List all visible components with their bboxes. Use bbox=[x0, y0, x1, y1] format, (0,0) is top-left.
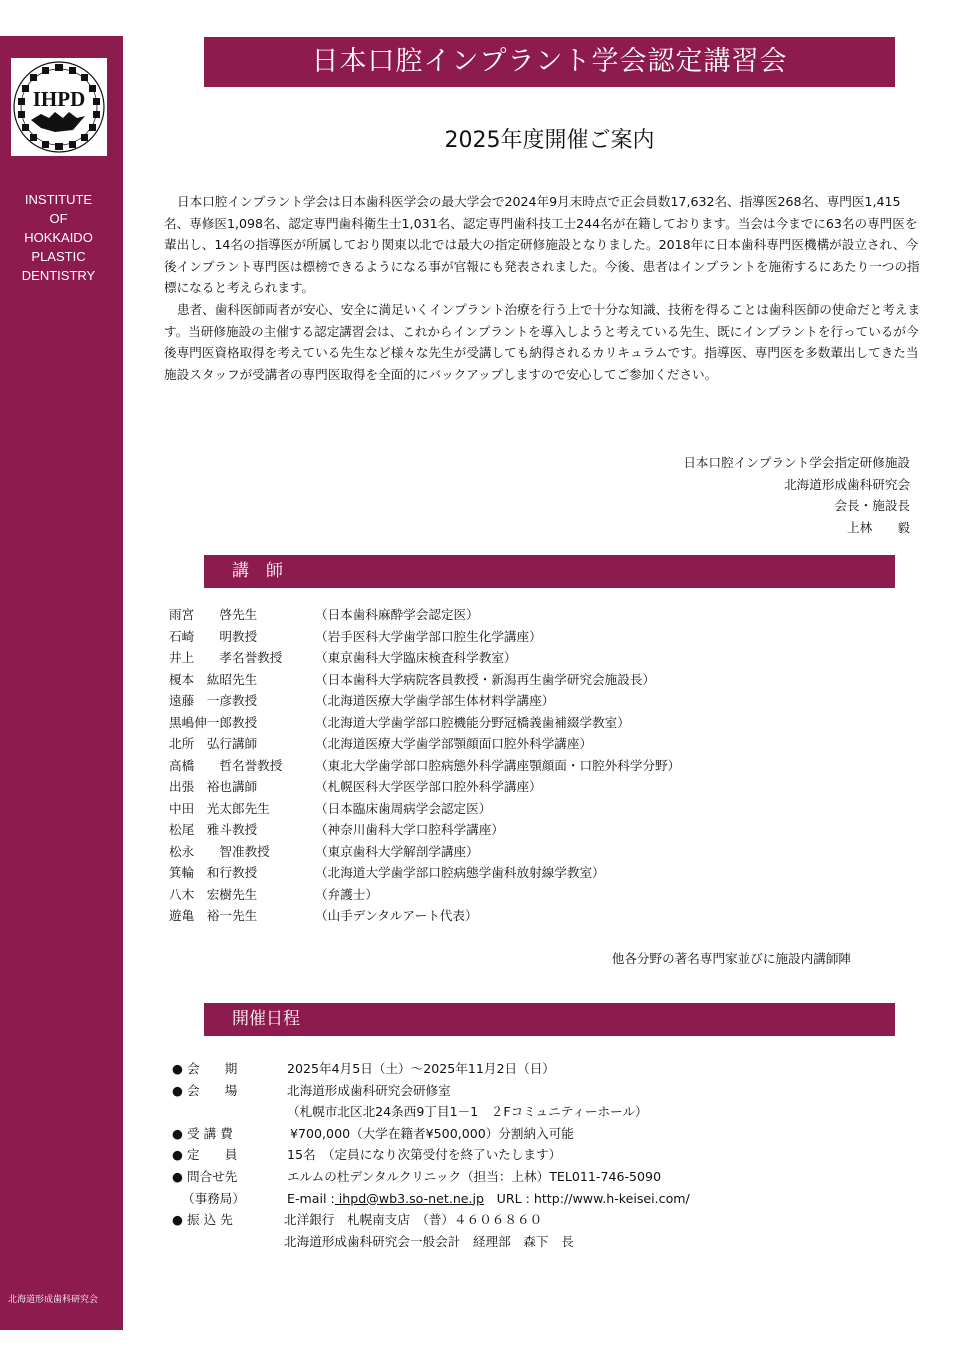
lecturer-affiliation: （北海道医療大学歯学部生体材料学講座） bbox=[315, 693, 555, 708]
lecturer-list bbox=[169, 604, 680, 927]
lecturer-name: 井上 孝名誉教授 bbox=[169, 650, 283, 665]
list-item bbox=[169, 905, 680, 927]
period-value: 2025年4月5日（土）～2025年11月2日（日） bbox=[287, 1061, 555, 1076]
lecturer-affiliation: （岩手医科大学歯学部口腔生化学講座） bbox=[315, 628, 542, 644]
lecturer-affiliation: （札幌医科大学医学部口腔外科学講座） bbox=[315, 779, 542, 794]
svg-text:IHPD: IHPD bbox=[32, 87, 86, 111]
sidebar bbox=[0, 36, 123, 1330]
venue-label: ● 会 場 bbox=[172, 1082, 238, 1098]
venue-address: （札幌市北区北24条西9丁目1－1 ２Fコミュニティーホール） bbox=[287, 1104, 648, 1120]
signature-line: 日本口腔インプラント学会指定研修施設 bbox=[683, 455, 910, 470]
intro-paragraph: 日本口腔インプラント学会は日本歯科医学会の最大学会で2024年9月末時点で正会員数17,632名、指導医268名、専門医1,415名、専修医1,098名、認定専門歯科衛生士1,031名、認定専門歯科技工士244名が在籍しております。当会は今までに63名の専門医を輩出し、14名の指導医が所属しており関東以北では最大の指定研修施設となりました。2018年に日本歯科専門医機構が設立され、今後インプラント専門医は標榜できるようになる事が官報にも発表されました。今後、患者はインプラントを施術するにあたり一つの指標になると考えられます。 bbox=[164, 194, 920, 296]
signature-line: 北海道形成歯科研究会 bbox=[784, 476, 910, 492]
page-subtitle: 2025年度開催ご案内 bbox=[444, 128, 655, 153]
institute-line: PLASTIC bbox=[31, 249, 86, 264]
signature-line: 上林 毅 bbox=[847, 519, 910, 535]
lecturer-name: 石崎 明教授 bbox=[169, 628, 258, 644]
transfer-label: ● 振 込 先 bbox=[172, 1212, 233, 1228]
lecturer-affiliation: （東北大学歯学部口腔病態外科学講座顎顔面・口腔外科学分野） bbox=[315, 757, 681, 773]
sidebar-footer: 北海道形成歯科研究会 bbox=[8, 1295, 99, 1305]
ihpd-logo bbox=[11, 58, 107, 156]
lecturer-affiliation: （北海道大学歯学部口腔病態学歯科放射線学教室） bbox=[315, 865, 605, 880]
venue-value: 北海道形成歯科研究会研修室 bbox=[287, 1082, 451, 1098]
list-item bbox=[169, 733, 680, 755]
office-value bbox=[287, 1188, 690, 1210]
lecturer-affiliation: （日本歯科麻酔学会認定医） bbox=[315, 607, 479, 622]
lecturer-name: 遠藤 一彦教授 bbox=[169, 693, 258, 708]
capacity-value: 15名 （定員になり次第受付を終了いたします） bbox=[287, 1147, 562, 1163]
bullet-icon: ● bbox=[172, 1147, 183, 1163]
institute-line: OF bbox=[49, 211, 68, 226]
list-item bbox=[169, 712, 680, 734]
lecturer-affiliation: （北海道大学歯学部口腔機能分野冠橋義歯補綴学教室） bbox=[315, 714, 630, 730]
intro-paragraph: 患者、歯科医師両者が安心、安全に満足いくインプラント治療を行う上で十分な知識、技術を得ることは歯科医師の使命だと考えます。当研修施設の主催する認定講習会は、これからインプラントを導入しようと考えている先生、既にインプラントを行っているが今後専門医資格取得を考えている先生など様々な先生が受講しても納得されるカリキュラムです。指導医、専門医を多数輩出してきた当施設スタッフが受講者の専門医取得を全面的にバックアップしますので安心してご参加ください。 bbox=[164, 301, 921, 382]
bullet-icon: ● bbox=[172, 1082, 183, 1098]
schedule-heading: 開催日程 bbox=[204, 1003, 895, 1036]
list-item bbox=[169, 841, 680, 863]
signature-block bbox=[683, 452, 910, 538]
list-item bbox=[169, 647, 680, 669]
transfer-value: 北洋銀行 札幌南支店 （普）４６０６８６０ bbox=[284, 1212, 543, 1228]
lecturer-affiliation: （山手デンタルアート代表） bbox=[315, 908, 478, 923]
fee-label: ● 受 講 費 bbox=[172, 1125, 233, 1141]
bullet-icon: ● bbox=[172, 1168, 183, 1184]
other-lecturers-note: 他各分野の著名専門家並びに施設内講師陣 bbox=[611, 951, 851, 966]
list-item bbox=[169, 776, 680, 798]
url-link[interactable]: URL : http://www.h-keisei.com/ bbox=[496, 1190, 690, 1206]
bullet-icon: ● bbox=[172, 1125, 183, 1141]
list-item bbox=[169, 604, 680, 626]
bullet-icon: ● bbox=[172, 1212, 183, 1228]
list-item bbox=[169, 884, 680, 906]
intro-text bbox=[164, 191, 924, 385]
email-link[interactable]: ihpd@wb3.so-net.ne.jp bbox=[334, 1190, 485, 1206]
institute-name bbox=[0, 190, 117, 285]
contact-value: エルムの杜デンタルクリニック（担当：上林）TEL011-746-5090 bbox=[287, 1168, 662, 1184]
lecturer-name: 榎本 紘昭先生 bbox=[169, 671, 258, 687]
list-item bbox=[169, 755, 680, 777]
institute-line: DENTISTRY bbox=[21, 268, 96, 283]
lecturer-name: 八木 宏樹先生 bbox=[169, 886, 258, 902]
lecturer-name: 松尾 雅斗教授 bbox=[169, 822, 258, 837]
transfer-account: 北海道形成歯科研究会一般会計 経理部 森下 長 bbox=[284, 1233, 574, 1249]
lecturer-affiliation: （東京歯科大学臨床検査科学教室） bbox=[315, 650, 517, 665]
lecturer-affiliation: （弁護士） bbox=[315, 886, 378, 902]
institute-line: HOKKAIDO bbox=[24, 230, 93, 245]
list-item bbox=[169, 862, 680, 884]
period-label: ● 会 期 bbox=[172, 1061, 238, 1076]
lecturer-affiliation: （東京歯科大学解剖学講座） bbox=[315, 843, 479, 859]
lecturer-affiliation: （北海道医療大学歯学部顎顔面口腔外科学講座） bbox=[315, 736, 593, 751]
lecturer-name: 中田 光太郎先生 bbox=[169, 800, 270, 816]
logo-emblem bbox=[11, 58, 107, 156]
lecturer-name: 出張 裕也講師 bbox=[169, 779, 258, 794]
list-item bbox=[169, 798, 680, 820]
lecturer-name: 雨宮 啓先生 bbox=[169, 607, 258, 622]
list-item bbox=[169, 626, 680, 648]
capacity-label: ● 定 員 bbox=[172, 1147, 238, 1163]
bullet-icon: ● bbox=[172, 1061, 183, 1076]
lecturer-affiliation: （日本臨床歯周病学会認定医） bbox=[315, 800, 492, 816]
lecturer-name: 箕輪 和行教授 bbox=[169, 865, 258, 880]
lecturer-name: 遊亀 裕一先生 bbox=[169, 908, 258, 923]
lecturer-name: 高橋 哲名誉教授 bbox=[169, 757, 283, 773]
lecturer-name: 黒嶋伸一郎教授 bbox=[169, 714, 258, 730]
lecturer-name: 北所 弘行講師 bbox=[169, 736, 258, 751]
page-title: 日本口腔インプラント学会認定講習会 bbox=[204, 37, 895, 87]
signature-line: 会長・施設長 bbox=[834, 498, 910, 514]
list-item bbox=[169, 669, 680, 691]
email-prefix: E-mail : bbox=[287, 1190, 335, 1206]
lecturer-affiliation: （日本歯科大学病院客員教授・新潟再生歯学研究会施設長） bbox=[315, 671, 656, 687]
institute-line: INSTITUTE bbox=[24, 192, 93, 207]
lecturer-affiliation: （神奈川歯科大学口腔科学講座） bbox=[315, 822, 504, 837]
fee-value: ¥700,000（大学在籍者¥500,000）分割納入可能 bbox=[290, 1125, 574, 1141]
contact-label: ● 問合せ先 bbox=[172, 1168, 238, 1184]
office-label: （事務局） bbox=[182, 1190, 245, 1206]
list-item bbox=[169, 819, 680, 841]
list-item bbox=[169, 690, 680, 712]
lecturer-name: 松永 智准教授 bbox=[169, 843, 270, 859]
lecturers-heading: 講 師 bbox=[204, 555, 895, 588]
